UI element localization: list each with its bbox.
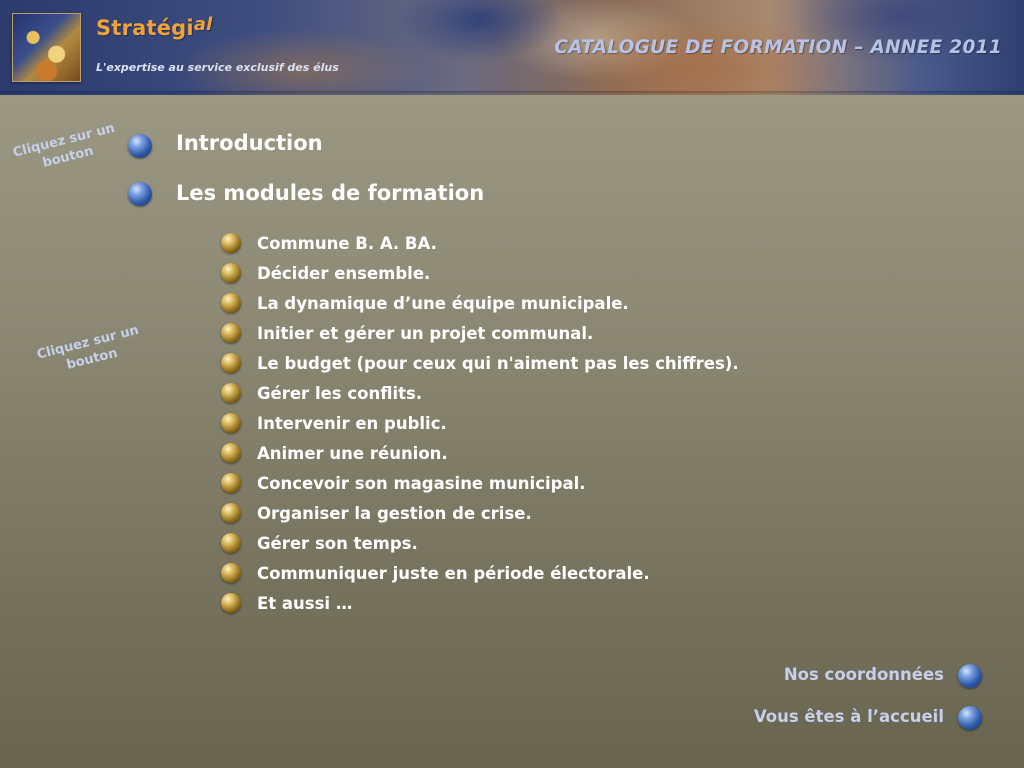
module-item[interactable] — [221, 378, 739, 408]
module-item[interactable] — [221, 468, 739, 498]
home-link[interactable]: Vous êtes à l’accueil — [753, 707, 944, 726]
contact-button[interactable] — [958, 664, 982, 688]
introduction-link[interactable]: Introduction — [176, 131, 323, 155]
module-label[interactable]: Concevoir son magasine municipal. — [257, 473, 586, 493]
home-button[interactable] — [958, 706, 982, 730]
strategial-logo-icon — [12, 13, 81, 82]
gold-bullet-button[interactable] — [221, 233, 241, 253]
gold-bullet-button[interactable] — [221, 413, 241, 433]
brand-suffix: al — [193, 14, 213, 35]
catalogue-title: CATALOGUE DE FORMATION – ANNEE 2011 — [554, 37, 1002, 58]
gold-bullet-button[interactable] — [221, 353, 241, 373]
module-label[interactable]: Décider ensemble. — [257, 263, 431, 283]
contact-link[interactable]: Nos coordonnées — [783, 665, 944, 684]
brand-main: Stratégi — [96, 16, 194, 40]
click-hint-middle: Cliquez sur un bouton — [35, 322, 141, 373]
module-label[interactable]: Commune B. A. BA. — [257, 233, 437, 253]
module-label[interactable]: La dynamique d’une équipe municipale. — [257, 293, 629, 313]
module-item[interactable] — [221, 318, 739, 348]
module-label[interactable]: Organiser la gestion de crise. — [257, 503, 532, 523]
gold-bullet-button[interactable] — [221, 263, 241, 283]
gold-bullet-button[interactable] — [221, 533, 241, 553]
module-label[interactable]: Initier et gérer un projet communal. — [257, 323, 594, 343]
module-item[interactable] — [221, 288, 739, 318]
gold-bullet-button[interactable] — [221, 323, 241, 343]
gold-bullet-button[interactable] — [221, 563, 241, 583]
module-label[interactable]: Gérer son temps. — [257, 533, 418, 553]
module-label[interactable]: Et aussi … — [257, 593, 353, 613]
module-item[interactable] — [221, 558, 739, 588]
module-label[interactable]: Le budget (pour ceux qui n'aiment pas les chiffres). — [257, 353, 739, 373]
brand-name — [96, 14, 213, 40]
module-item[interactable] — [221, 588, 739, 618]
module-item[interactable] — [221, 348, 739, 378]
module-label[interactable]: Gérer les conflits. — [257, 383, 423, 403]
modules-list — [221, 228, 739, 618]
module-label[interactable]: Communiquer juste en période électorale. — [257, 563, 650, 583]
modules-button[interactable] — [128, 182, 152, 206]
gold-bullet-button[interactable] — [221, 503, 241, 523]
header-banner — [0, 0, 1024, 95]
module-item[interactable] — [221, 408, 739, 438]
module-item[interactable] — [221, 438, 739, 468]
module-label[interactable]: Intervenir en public. — [257, 413, 447, 433]
gold-bullet-button[interactable] — [221, 473, 241, 493]
introduction-button[interactable] — [128, 134, 152, 158]
module-item[interactable] — [221, 228, 739, 258]
module-item[interactable] — [221, 528, 739, 558]
gold-bullet-button[interactable] — [221, 443, 241, 463]
modules-link[interactable]: Les modules de formation — [176, 181, 485, 205]
module-item[interactable] — [221, 258, 739, 288]
gold-bullet-button[interactable] — [221, 383, 241, 403]
gold-bullet-button[interactable] — [221, 593, 241, 613]
gold-bullet-button[interactable] — [221, 293, 241, 313]
module-item[interactable] — [221, 498, 739, 528]
module-label[interactable]: Animer une réunion. — [257, 443, 448, 463]
tagline: L'expertise au service exclusif des élus — [96, 61, 339, 74]
click-hint-top: Cliquez sur un bouton — [11, 120, 117, 171]
